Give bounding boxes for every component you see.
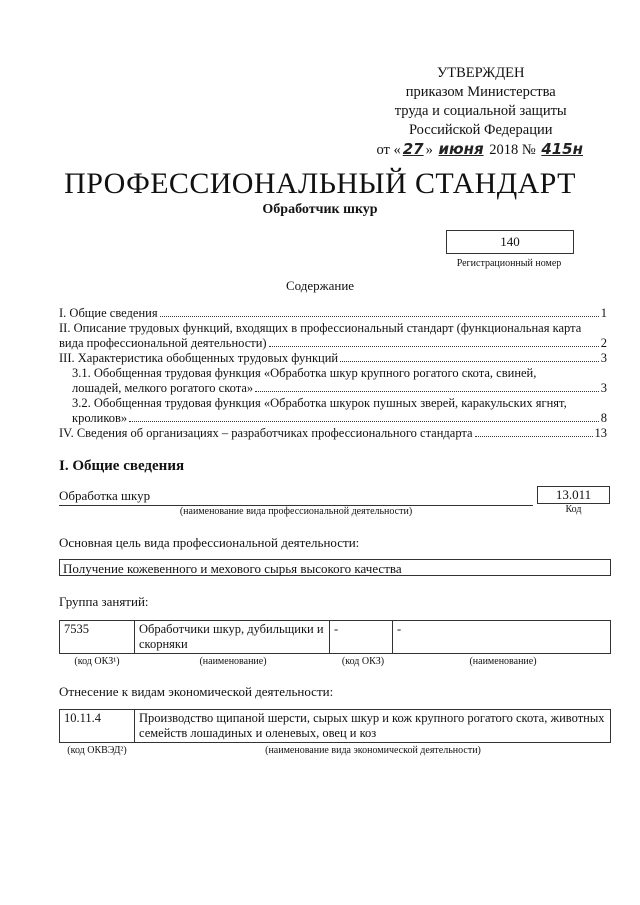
okz-code-caption: (код ОКЗ¹) (74, 656, 120, 667)
order-line (376, 140, 585, 160)
activity-code-box: 13.011 (537, 486, 610, 504)
order-from: от « (376, 142, 401, 158)
group-table (59, 620, 611, 654)
toc-entry[interactable] (59, 426, 607, 441)
document-title: ПРОФЕССИОНАЛЬНЫЙ СТАНДАРТ (64, 167, 576, 200)
toc-entry-text: II. Описание трудовых функций, входящих в профессиональный стандарт (функциональная карта (59, 321, 582, 335)
toc-entry-page: 8 (600, 411, 607, 425)
approval-stamp (376, 64, 585, 160)
goal-label: Основная цель вида профессиональной деятельности: (59, 535, 360, 550)
document-subtitle: Обработчик шкур (262, 202, 378, 217)
okz-name-cell: - (393, 621, 611, 654)
activity-kind-caption: (наименование вида профессиональной деятельности) (179, 506, 413, 517)
toc-leader (160, 315, 599, 317)
toc-entry[interactable] (59, 366, 607, 396)
order-month: июня (438, 140, 484, 158)
order-year: 2018 № (489, 142, 536, 158)
toc-entry-page: 13 (594, 426, 607, 440)
toc-leader (475, 435, 593, 437)
okved-code-caption: (код ОКВЭД²) (67, 745, 127, 756)
activity-kind-value: Обработка шкур (59, 488, 533, 506)
toc-entry[interactable] (59, 351, 607, 366)
okved-name-cell: Производство щипаной шерсти, сырых шкур и кож крупного рогатого скота, животных семейств лошадиных и оленевых, овец и коз (135, 710, 611, 743)
toc-entry-text: I. Общие сведения (59, 306, 158, 320)
econ-label: Отнесение к видам экономической деятельности: (59, 684, 334, 699)
toc-entry-text: вида профессиональной деятельности) (59, 336, 267, 350)
group-label: Группа занятий: (59, 594, 149, 609)
toc-entry-text: III. Характеристика обобщенных трудовых функций (59, 351, 339, 365)
toc-leader (269, 345, 599, 347)
section-title: I. Общие сведения (59, 458, 185, 474)
toc-entry[interactable] (59, 321, 607, 351)
okz-name-cell: Обработчики шкур, дубильщики и скорняки (135, 621, 330, 654)
econ-table (59, 709, 611, 743)
activity-code-caption: Код (565, 504, 582, 515)
okved-name-caption: (наименование вида экономической деятельности) (265, 745, 481, 756)
order-number: 415н (541, 140, 583, 158)
okved-code-cell: 10.11.4 (60, 710, 135, 743)
toc-entry-text: 3.2. Обобщенная трудовая функция «Обработка шкурок пушных зверей, каракульских ягнят, (72, 396, 567, 410)
toc-leader (340, 360, 599, 362)
toc-leader (255, 390, 599, 392)
okz-code-cell: 7535 (60, 621, 135, 654)
toc-heading: Содержание (285, 278, 355, 293)
okz-name-caption: (наименование) (469, 656, 537, 667)
approval-title: УТВЕРЖДЕН (437, 65, 525, 81)
toc-entry-text: лошадей, мелкого рогатого скота» (72, 381, 254, 395)
toc-entry-page: 1 (600, 306, 607, 320)
toc-entry-text: IV. Сведения об организациях – разработчиках профессионального стандарта (59, 426, 473, 440)
registration-number-label: Регистрационный номер (456, 258, 562, 269)
toc-entry-page: 3 (600, 381, 607, 395)
approval-line: приказом Министерства (405, 84, 556, 100)
order-quote: » (425, 142, 433, 158)
approval-line: труда и социальной защиты (394, 103, 567, 119)
approval-line: Российской Федерации (408, 122, 553, 138)
okz-code-cell: - (330, 621, 393, 654)
registration-number-box: 140 (446, 230, 574, 254)
order-day: 27 (402, 140, 424, 158)
toc-entry-page: 3 (600, 351, 607, 365)
okz-code-caption: (код ОКЗ) (341, 656, 385, 667)
okz-name-caption: (наименование) (199, 656, 267, 667)
goal-value-box: Получение кожевенного и мехового сырья высокого качества (59, 559, 611, 576)
toc-entry-text: 3.1. Обобщенная трудовая функция «Обработка шкур крупного рогатого скота, свиней, (72, 366, 537, 380)
toc-entry-text: кроликов» (72, 411, 128, 425)
table-of-contents (59, 306, 607, 441)
toc-entry[interactable] (59, 396, 607, 426)
toc-leader (129, 420, 599, 422)
toc-entry[interactable] (59, 306, 607, 321)
toc-entry-page: 2 (600, 336, 607, 350)
